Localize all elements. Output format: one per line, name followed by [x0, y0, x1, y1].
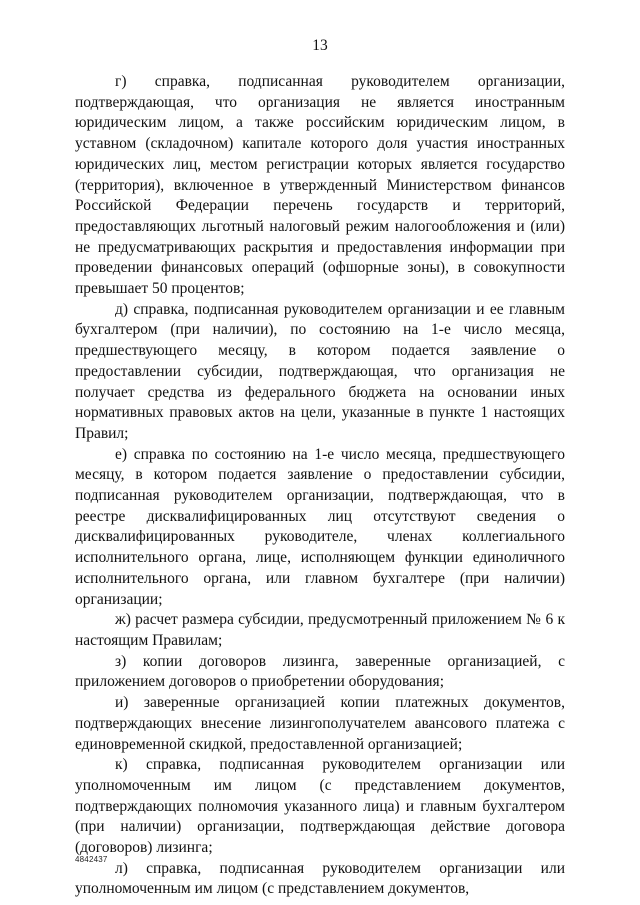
- paragraph-d: д) справка, подписанная руководителем организации и ее главным бухгалтером (при наличии), по состоянию на 1-е число месяца, предшествующего месяцу, в котором подается заявление о предоставлении субсидии, подтверждающая, что организация не получает средства из федерального бюджета на основании иных нормативных правовых актов на цели, указанные в пункте 1 настоящих Правил;: [75, 300, 565, 442]
- paragraph-l: л) справка, подписанная руководителем организации или уполномоченным им лицом (с представлением документов,: [75, 859, 565, 898]
- paragraph-g: г) справка, подписанная руководителем организации, подтверждающая, что организация не является иностранным юридическим лицом, а также российским юридическим лицом, в уставном (складочном) капитале которого доля участия иностранных юридических лиц, местом регистрации которых является государство (территория), включенное в утвержденный Министерством финансов Российской Федерации перечень государств и территорий, предоставляющих льготный налоговый режим налогообложения и (или) не предусматривающих раскрытия и предоставления информации при проведении финансовых операций (офшорные зоны), в совокупности превышает 50 процентов;: [75, 73, 565, 298]
- paragraph-i: и) заверенные организацией копии платежных документов, подтверждающих внесение лизингополучателем авансового платежа с единовременной скидкой, предоставленной организацией;: [75, 694, 565, 753]
- paragraph-zh: ж) расчет размера субсидии, предусмотренный приложением № 6 к настоящим Правилам;: [75, 611, 565, 649]
- paragraph-e: е) справка по состоянию на 1-е число месяца, предшествующего месяцу, в котором подается заявление о предоставлении субсидии, подписанная руководителем организации, подтверждающая, что в реестре дисквалифицированных лиц отсутствуют сведения о дисквалифицированных руководителе, членах коллегиального исполнительного органа, лице, исполняющем функции единоличного исполнительного органа, или главном бухгалтере (при наличии) организации;: [75, 445, 565, 608]
- page-number: 13: [312, 37, 328, 54]
- document-code: 4842437: [75, 855, 108, 864]
- document-body: [75, 72, 565, 900]
- paragraph-z: з) копии договоров лизинга, заверенные организацией, с приложением договоров о приобретении оборудования;: [75, 652, 565, 691]
- paragraph-k: к) справка, подписанная руководителем организации или уполномоченным им лицом (с представлением документов, подтверждающих полномочия указанного лица) и главным бухгалтером (при наличии) организации, подтверждающая действие договора (договоров) лизинга;: [75, 756, 565, 857]
